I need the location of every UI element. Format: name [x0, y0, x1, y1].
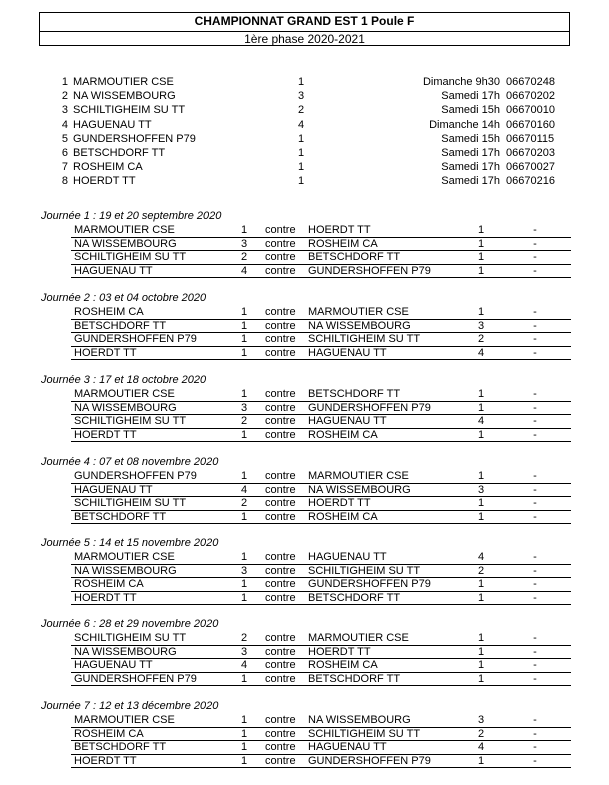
team-index: 1 — [297, 175, 305, 188]
away-team: BETSCHDORF TT — [308, 251, 401, 264]
home-index: 1 — [240, 591, 248, 604]
team-row — [54, 75, 554, 89]
team-slot: Samedi 15h — [441, 132, 500, 145]
away-index: 1 — [477, 306, 485, 318]
home-index: 1 — [240, 551, 248, 563]
away-team: HOERDT TT — [308, 645, 371, 658]
home-team: NA WISSEMBOURG — [74, 237, 177, 250]
match-score: - — [533, 632, 537, 644]
matchday-5 — [41, 536, 571, 605]
away-index: 1 — [477, 672, 485, 685]
away-team: ROSHEIM CA — [308, 510, 378, 523]
match-row — [71, 320, 571, 334]
match-score: - — [533, 428, 537, 441]
match-score: - — [533, 564, 537, 577]
versus-label: contre — [265, 346, 296, 359]
home-team: MARMOUTIER CSE — [74, 388, 175, 400]
home-team: MARMOUTIER CSE — [74, 224, 175, 236]
team-name: ROSHEIM CA — [73, 161, 143, 174]
team-name: BETSCHDORF TT — [73, 146, 166, 159]
away-team: MARMOUTIER CSE — [308, 306, 409, 318]
home-team: SCHILTIGHEIM SU TT — [74, 497, 187, 510]
team-code: 06670115 — [506, 132, 555, 145]
matchday-6 — [41, 617, 571, 686]
versus-label: contre — [265, 470, 296, 482]
versus-label: contre — [265, 510, 296, 523]
team-row — [54, 118, 554, 132]
home-index: 3 — [240, 237, 248, 250]
versus-label: contre — [265, 333, 296, 346]
team-number: 3 — [61, 104, 68, 117]
team-name: HOERDT TT — [73, 175, 136, 188]
away-index: 1 — [477, 659, 485, 672]
versus-label: contre — [265, 401, 296, 414]
away-index: 4 — [477, 415, 485, 428]
team-number: 7 — [61, 161, 68, 174]
away-team: BETSCHDORF TT — [308, 388, 401, 400]
home-index: 2 — [240, 497, 248, 510]
match-row — [71, 728, 571, 742]
home-team: HOERDT TT — [74, 591, 137, 604]
away-team: HAGUENAU TT — [308, 346, 387, 359]
home-index: 4 — [240, 483, 248, 496]
away-team: NA WISSEMBOURG — [308, 483, 411, 496]
away-index: 4 — [477, 741, 485, 754]
home-team: SCHILTIGHEIM SU TT — [74, 251, 187, 264]
home-index: 2 — [240, 251, 248, 264]
versus-label: contre — [265, 672, 296, 685]
away-team: BETSCHDORF TT — [308, 591, 401, 604]
versus-label: contre — [265, 632, 296, 644]
away-team: NA WISSEMBOURG — [308, 714, 411, 726]
home-team: NA WISSEMBOURG — [74, 401, 177, 414]
team-index: 1 — [297, 161, 305, 174]
versus-label: contre — [265, 591, 296, 604]
away-index: 3 — [477, 483, 485, 496]
page-title: CHAMPIONNAT GRAND EST 1 Poule F — [40, 13, 569, 32]
home-index: 1 — [240, 470, 248, 482]
team-row — [54, 160, 554, 174]
away-team: HAGUENAU TT — [308, 551, 387, 563]
matchday-title: Journée 1 : 19 et 20 septembre 2020 — [41, 210, 222, 222]
match-row — [71, 333, 571, 347]
home-index: 1 — [240, 319, 248, 332]
match-row — [71, 551, 571, 565]
home-index: 4 — [240, 659, 248, 672]
versus-label: contre — [265, 237, 296, 250]
home-team: GUNDERSHOFFEN P79 — [74, 672, 197, 685]
match-row — [71, 673, 571, 687]
home-team: NA WISSEMBOURG — [74, 645, 177, 658]
away-team: SCHILTIGHEIM SU TT — [308, 727, 421, 740]
away-team: HOERDT TT — [308, 224, 371, 236]
matchday-2 — [41, 291, 571, 360]
team-row — [54, 132, 554, 146]
match-score: - — [533, 497, 537, 510]
match-score: - — [533, 237, 537, 250]
home-team: ROSHEIM CA — [74, 578, 144, 591]
team-name: HAGUENAU TT — [73, 118, 152, 131]
away-index: 1 — [477, 578, 485, 591]
versus-label: contre — [265, 306, 296, 318]
home-index: 1 — [240, 510, 248, 523]
team-code: 06670202 — [506, 90, 555, 103]
team-index: 1 — [297, 132, 305, 145]
team-number: 4 — [61, 118, 68, 131]
matchday-title: Journée 6 : 28 et 29 novembre 2020 — [41, 618, 219, 630]
home-team: HAGUENAU TT — [74, 659, 153, 672]
away-team: ROSHEIM CA — [308, 237, 378, 250]
match-row — [71, 265, 571, 279]
team-index: 1 — [297, 76, 305, 88]
versus-label: contre — [265, 497, 296, 510]
away-team: MARMOUTIER CSE — [308, 632, 409, 644]
page-subtitle: 1ère phase 2020-2021 — [244, 32, 365, 46]
home-team: BETSCHDORF TT — [74, 319, 167, 332]
match-row — [71, 741, 571, 755]
home-index: 1 — [240, 306, 248, 318]
home-team: HOERDT TT — [74, 346, 137, 359]
match-score: - — [533, 346, 537, 359]
home-index: 1 — [240, 388, 248, 400]
match-row — [71, 238, 571, 252]
match-row — [71, 224, 571, 238]
match-row — [71, 578, 571, 592]
versus-label: contre — [265, 741, 296, 754]
home-index: 2 — [240, 632, 248, 644]
team-slot: Samedi 17h — [441, 161, 500, 174]
match-row — [71, 402, 571, 416]
versus-label: contre — [265, 264, 296, 277]
team-index: 2 — [297, 104, 305, 117]
team-code: 06670027 — [506, 161, 555, 174]
away-index: 2 — [477, 727, 485, 740]
match-score: - — [533, 672, 537, 685]
away-index: 1 — [477, 251, 485, 264]
match-row — [71, 646, 571, 660]
matchday-7 — [41, 699, 571, 768]
match-score: - — [533, 401, 537, 414]
home-team: GUNDERSHOFFEN P79 — [74, 333, 197, 346]
home-index: 1 — [240, 346, 248, 359]
versus-label: contre — [265, 319, 296, 332]
match-row — [71, 347, 571, 361]
away-index: 1 — [477, 510, 485, 523]
team-code: 06670203 — [506, 146, 555, 159]
home-team: HAGUENAU TT — [74, 264, 153, 277]
team-name: GUNDERSHOFFEN P79 — [73, 132, 196, 145]
match-score: - — [533, 645, 537, 658]
match-row — [71, 565, 571, 579]
match-score: - — [533, 714, 537, 726]
match-score: - — [533, 754, 537, 767]
home-index: 1 — [240, 428, 248, 441]
team-slot: Dimanche 14h — [429, 118, 500, 131]
team-slot: Samedi 17h — [441, 146, 500, 159]
home-team: GUNDERSHOFFEN P79 — [74, 470, 197, 482]
team-list — [54, 75, 554, 189]
home-index: 1 — [240, 727, 248, 740]
matchday-title: Journée 2 : 03 et 04 octobre 2020 — [41, 292, 207, 304]
versus-label: contre — [265, 727, 296, 740]
team-row — [54, 146, 554, 160]
away-index: 1 — [477, 224, 485, 236]
match-row — [71, 470, 571, 484]
home-team: ROSHEIM CA — [74, 727, 144, 740]
match-score: - — [533, 306, 537, 318]
matchday-title: Journée 7 : 12 et 13 décembre 2020 — [41, 700, 219, 712]
away-index: 2 — [477, 564, 485, 577]
match-row — [71, 415, 571, 429]
versus-label: contre — [265, 659, 296, 672]
versus-label: contre — [265, 578, 296, 591]
away-team: GUNDERSHOFFEN P79 — [308, 578, 431, 591]
away-team: GUNDERSHOFFEN P79 — [308, 754, 431, 767]
team-index: 4 — [297, 118, 305, 131]
away-index: 1 — [477, 591, 485, 604]
home-team: BETSCHDORF TT — [74, 741, 167, 754]
match-score: - — [533, 333, 537, 346]
team-number: 1 — [61, 76, 68, 88]
home-index: 1 — [240, 741, 248, 754]
match-score: - — [533, 470, 537, 482]
match-score: - — [533, 591, 537, 604]
away-team: SCHILTIGHEIM SU TT — [308, 333, 421, 346]
away-index: 1 — [477, 754, 485, 767]
home-team: HAGUENAU TT — [74, 483, 153, 496]
team-slot: Dimanche 9h30 — [422, 76, 500, 88]
home-index: 1 — [240, 672, 248, 685]
away-team: HAGUENAU TT — [308, 741, 387, 754]
match-score: - — [533, 483, 537, 496]
team-code: 06670010 — [506, 104, 555, 117]
versus-label: contre — [265, 388, 296, 400]
matchday-1 — [41, 209, 571, 278]
match-score: - — [533, 659, 537, 672]
team-number: 6 — [61, 146, 68, 159]
match-score: - — [533, 551, 537, 563]
matchday-title: Journée 5 : 14 et 15 novembre 2020 — [41, 537, 219, 549]
home-index: 1 — [240, 754, 248, 767]
match-row — [71, 388, 571, 402]
team-row — [54, 103, 554, 117]
team-name: SCHILTIGHEIM SU TT — [73, 104, 186, 117]
away-team: SCHILTIGHEIM SU TT — [308, 564, 421, 577]
away-index: 3 — [477, 714, 485, 726]
away-index: 1 — [477, 428, 485, 441]
home-index: 4 — [240, 264, 248, 277]
team-number: 8 — [61, 175, 68, 188]
home-team: BETSCHDORF TT — [74, 510, 167, 523]
match-score: - — [533, 251, 537, 264]
away-team: NA WISSEMBOURG — [308, 319, 411, 332]
home-index: 3 — [240, 401, 248, 414]
team-number: 5 — [61, 132, 68, 145]
match-row — [71, 592, 571, 606]
team-code: 06670160 — [506, 118, 555, 131]
match-row — [71, 251, 571, 265]
team-name: NA WISSEMBOURG — [73, 90, 176, 103]
match-row — [71, 497, 571, 511]
home-index: 1 — [240, 333, 248, 346]
away-index: 1 — [477, 497, 485, 510]
home-team: NA WISSEMBOURG — [74, 564, 177, 577]
versus-label: contre — [265, 251, 296, 264]
team-number: 2 — [61, 90, 68, 103]
away-team: BETSCHDORF TT — [308, 672, 401, 685]
home-team: ROSHEIM CA — [74, 306, 144, 318]
home-team: HOERDT TT — [74, 428, 137, 441]
team-index: 3 — [297, 90, 305, 103]
home-index: 2 — [240, 415, 248, 428]
home-index: 1 — [240, 714, 248, 726]
match-score: - — [533, 727, 537, 740]
team-code: 06670216 — [506, 175, 555, 188]
match-score: - — [533, 319, 537, 332]
away-index: 1 — [477, 470, 485, 482]
away-team: HAGUENAU TT — [308, 415, 387, 428]
home-index: 1 — [240, 578, 248, 591]
team-slot: Samedi 15h — [441, 104, 500, 117]
matchday-title: Journée 4 : 07 et 08 novembre 2020 — [41, 456, 219, 468]
home-index: 3 — [240, 645, 248, 658]
away-index: 1 — [477, 632, 485, 644]
home-index: 3 — [240, 564, 248, 577]
versus-label: contre — [265, 551, 296, 563]
away-team: ROSHEIM CA — [308, 428, 378, 441]
match-row — [71, 306, 571, 320]
home-team: MARMOUTIER CSE — [74, 551, 175, 563]
match-score: - — [533, 415, 537, 428]
team-code: 06670248 — [506, 76, 555, 88]
team-slot: Samedi 17h — [441, 90, 500, 103]
away-index: 4 — [477, 346, 485, 359]
versus-label: contre — [265, 714, 296, 726]
away-index: 1 — [477, 401, 485, 414]
away-index: 3 — [477, 319, 485, 332]
versus-label: contre — [265, 564, 296, 577]
away-index: 1 — [477, 645, 485, 658]
away-index: 1 — [477, 388, 485, 400]
away-team: GUNDERSHOFFEN P79 — [308, 264, 431, 277]
matchday-4 — [41, 455, 571, 524]
versus-label: contre — [265, 754, 296, 767]
match-score: - — [533, 741, 537, 754]
match-row — [71, 755, 571, 769]
team-name: MARMOUTIER CSE — [73, 76, 174, 88]
home-team: SCHILTIGHEIM SU TT — [74, 632, 187, 644]
team-row — [54, 89, 554, 103]
team-slot: Samedi 17h — [441, 175, 500, 188]
away-index: 4 — [477, 551, 485, 563]
versus-label: contre — [265, 428, 296, 441]
home-team: MARMOUTIER CSE — [74, 714, 175, 726]
team-index: 1 — [297, 146, 305, 159]
match-row — [71, 659, 571, 673]
matchday-3 — [41, 373, 571, 442]
match-row — [71, 484, 571, 498]
home-team: SCHILTIGHEIM SU TT — [74, 415, 187, 428]
away-index: 1 — [477, 237, 485, 250]
match-score: - — [533, 264, 537, 277]
away-team: HOERDT TT — [308, 497, 371, 510]
versus-label: contre — [265, 415, 296, 428]
title-box — [39, 12, 570, 46]
home-index: 1 — [240, 224, 248, 236]
match-score: - — [533, 510, 537, 523]
team-row — [54, 174, 554, 188]
away-index: 2 — [477, 333, 485, 346]
home-team: HOERDT TT — [74, 754, 137, 767]
away-team: MARMOUTIER CSE — [308, 470, 409, 482]
away-team: ROSHEIM CA — [308, 659, 378, 672]
matchday-title: Journée 3 : 17 et 18 octobre 2020 — [41, 374, 207, 386]
match-score: - — [533, 578, 537, 591]
match-row — [71, 429, 571, 443]
away-team: GUNDERSHOFFEN P79 — [308, 401, 431, 414]
match-score: - — [533, 224, 537, 236]
match-row — [71, 714, 571, 728]
match-row — [71, 511, 571, 525]
away-index: 1 — [477, 264, 485, 277]
versus-label: contre — [265, 483, 296, 496]
match-row — [71, 632, 571, 646]
match-score: - — [533, 388, 537, 400]
versus-label: contre — [265, 224, 296, 236]
versus-label: contre — [265, 645, 296, 658]
